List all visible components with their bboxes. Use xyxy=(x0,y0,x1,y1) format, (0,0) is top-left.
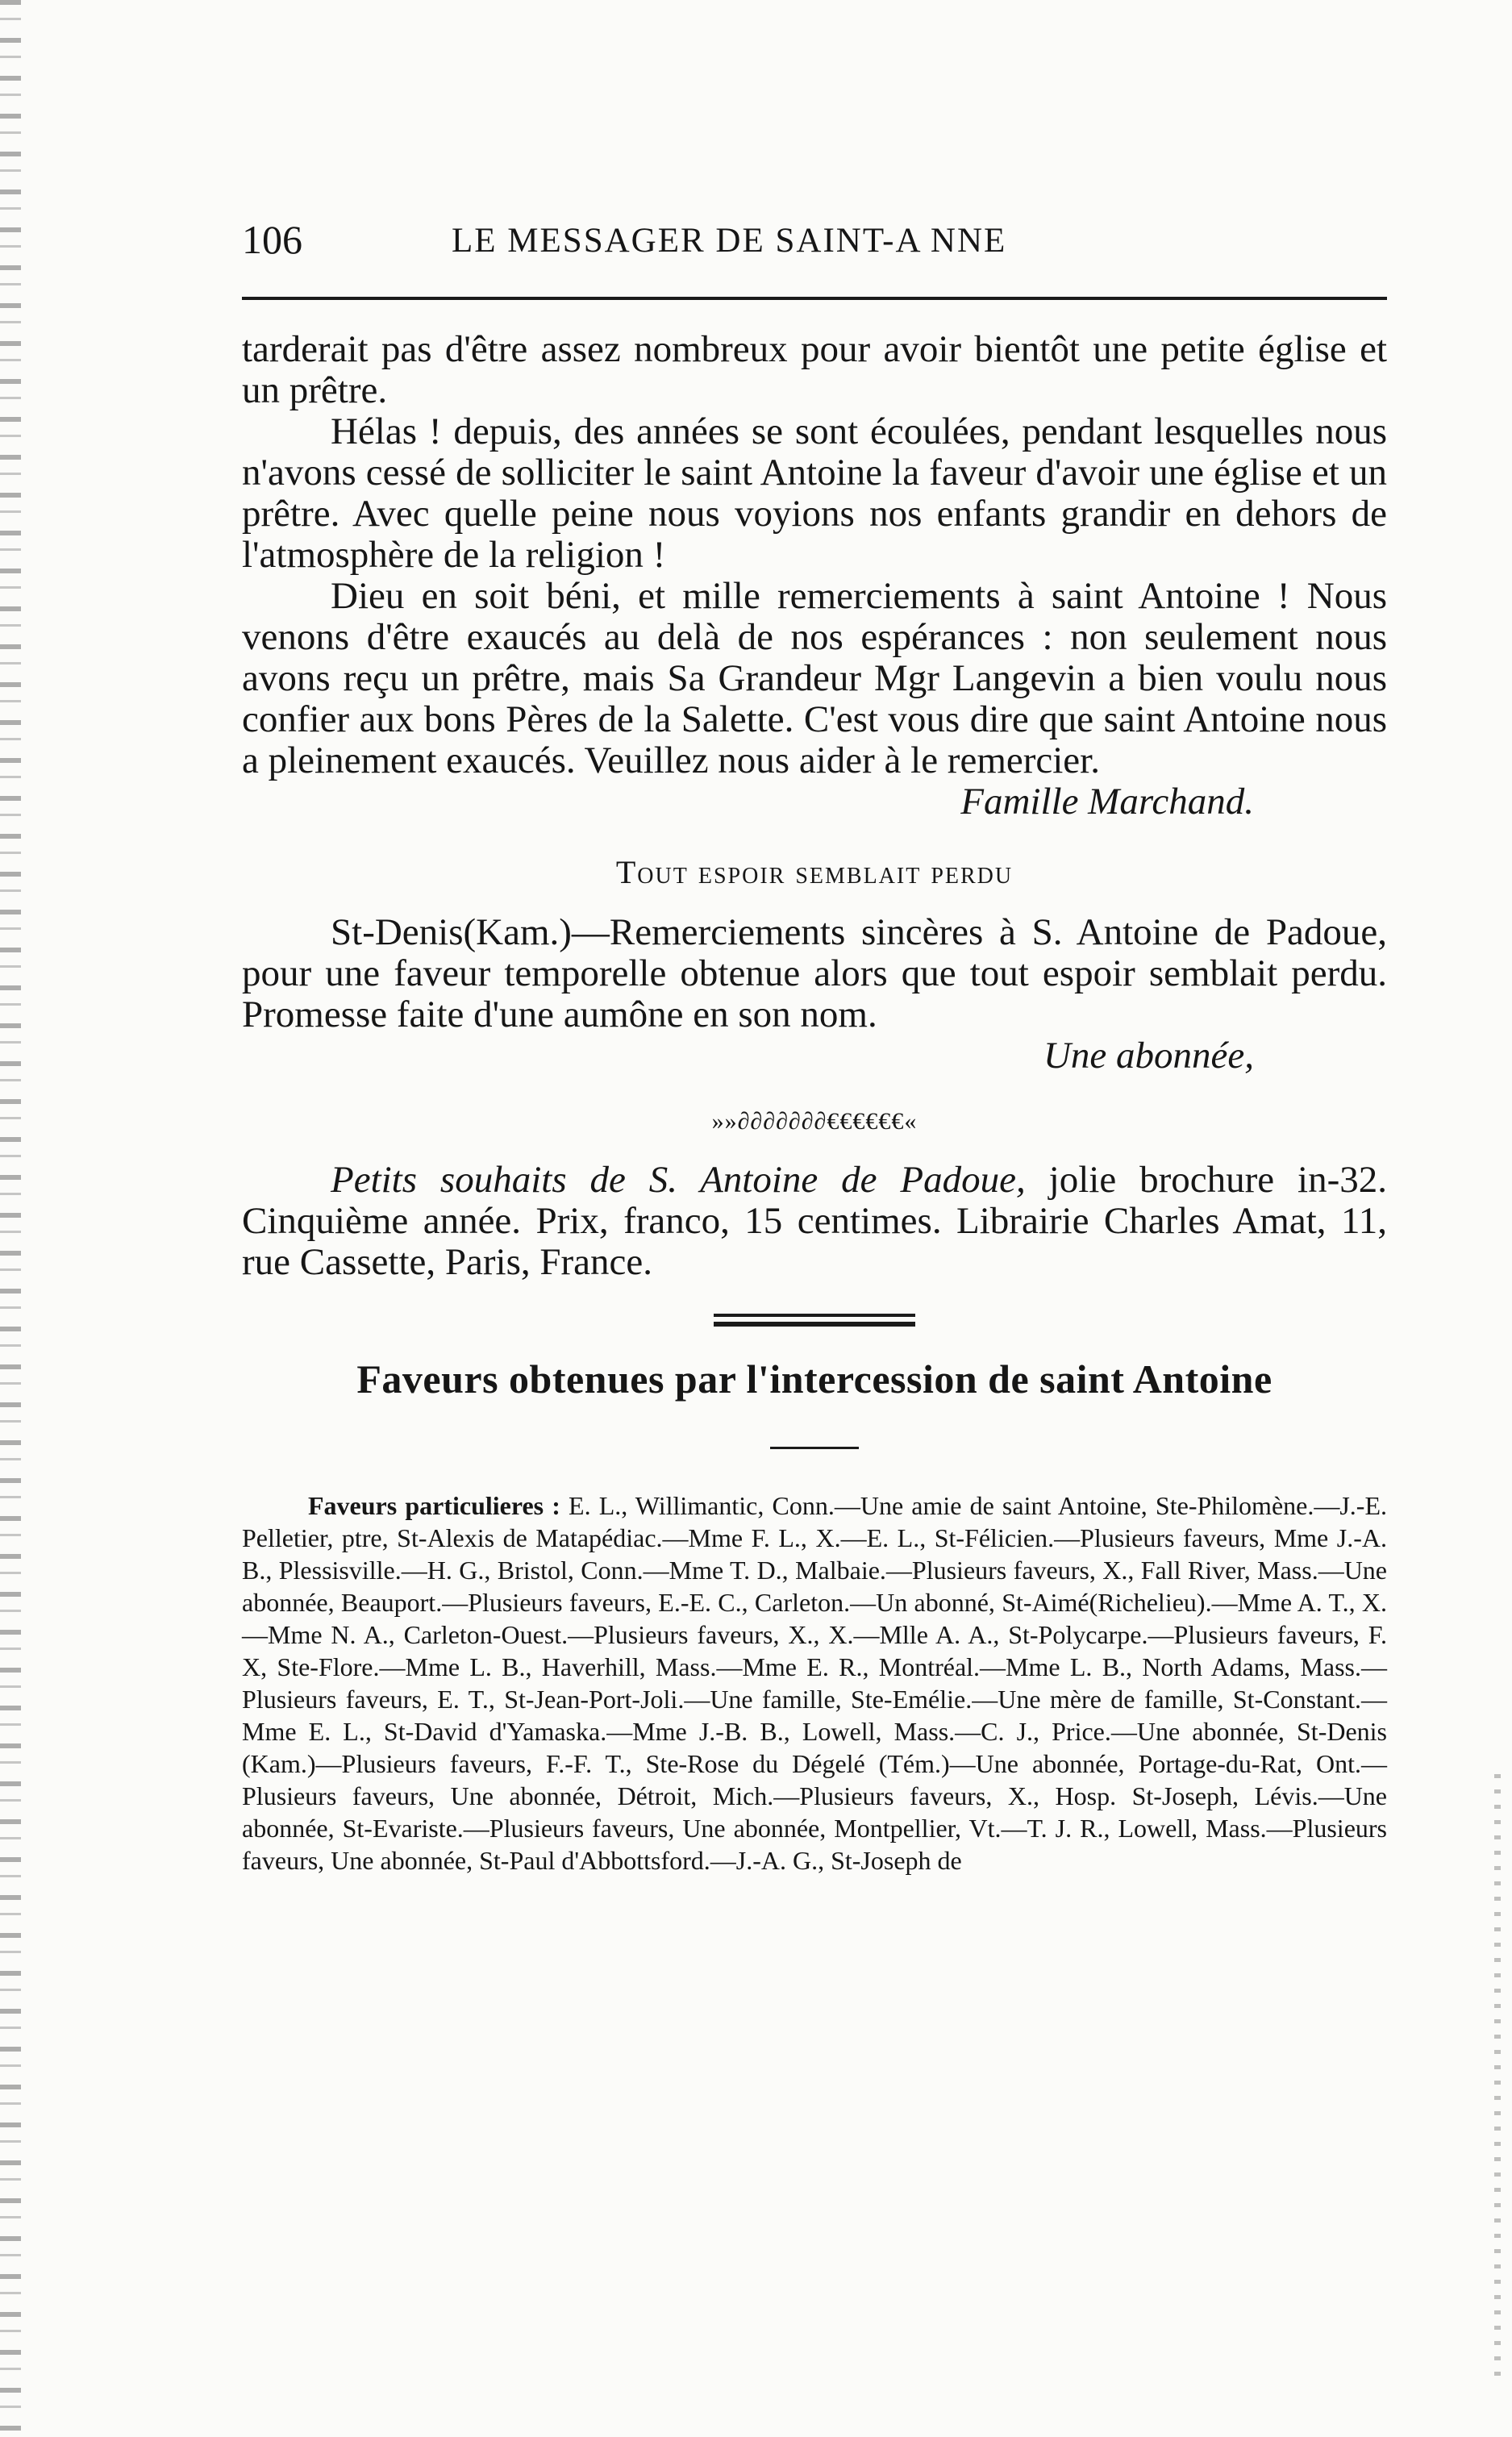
signature-marchand: Famille Marchand. xyxy=(960,781,1254,823)
header-rule xyxy=(242,297,1387,300)
favours-text: E. L., Willimantic, Conn.—Une amie de saint Antoine, Ste-Philomène.—J.-E. Pelletier, ptre, St-Alexis de Matapédiac.—Mme F. L., X.—E. L., St-Félicien.—Plusieurs faveurs, Mme J.-A. B., Plessisville.—H. G., Bristol, Conn.—Mme T. D., Malbaie.—Plusieurs faveurs, X., Fall River, Mass.—Une abonnée, Beauport.—Plusieurs faveurs, E.-E. C., Carleton.—Un abonné, St-Aimé(Richelieu).—Mme A. T., X.—Mme N. A., Carleton-Ouest.—Plusieurs faveurs, X., X.—Mlle A. A., St-Polycarpe.—Plusieurs faveurs, F. X, Ste-Flore.—Mme L. B., Haverhill, Mass.—Mme E. R., Montréal.—Mme L. B., North Adams, Mass.—Plusieurs faveurs, E. T., St-Jean-Port-Joli.—Une famille, Ste-Emélie.—Une mère de famille, St-Constant.—Mme E. L., St-David d'Yamaska.—Mme J.-B. B., Lowell, Mass.—C. J., Price.—Une abonnée, St-Denis (Kam.)—Plusieurs faveurs, F.-F. T., Ste-Rose du Dégelé (Tém.)—Une abonnée, Portage-du-Rat, Ont.—Plusieurs faveurs, Une abonnée, Détroit, Mich.—Plusieurs faveurs, X., Hosp. St-Joseph, Lévis.—Une abonnée, St-Evariste.—Plusieurs faveurs, Une abonnée, Montpellier, Vt.—T. J. R., Lowell, Mass.—Plusieurs faveurs, Une abonnée, St-Paul d'Abbottsford.—J.-A. G., St-Joseph de xyxy=(242,1491,1388,1875)
double-rule-divider xyxy=(714,1314,915,1327)
paragraph-4: St-Denis(Kam.)—Remerciements sincères à S. Antoine de Padoue, pour une faveur temporelle obtenue alors que tout espoir semblait perdu. Promesse faite d'une aumône en son nom. xyxy=(242,911,1387,1035)
favours-list xyxy=(242,1489,1387,1877)
running-title: LE MESSAGER DE SAINT-A NNE xyxy=(452,222,1007,260)
page-header xyxy=(242,216,1387,265)
page xyxy=(242,0,1387,2437)
favours-title: Faveurs obtenues par l'intercession de saint Antoine xyxy=(356,1356,1272,1402)
scan-gutter-left xyxy=(0,0,21,2437)
ornament-divider: »»∂∂∂∂∂∂∂€€€€€€« xyxy=(711,1108,918,1135)
paragraph-2: Hélas ! depuis, des années se sont écoulées, pendant lesquelles nous n'avons cessé de solliciter le saint Antoine la faveur d'avoir une église et un prêtre. Avec quelle peine nous voyions nos enfants grandir en dehors de l'atmosphère de la religion ! xyxy=(242,410,1387,576)
short-rule-divider xyxy=(770,1447,859,1449)
paragraph-5 xyxy=(242,1160,1387,1283)
scan-gutter-right xyxy=(1494,1774,1501,2387)
brochure-title: Petits souhaits de S. Antoine de Padoue, xyxy=(331,1159,1026,1201)
signature-abonnee: Une abonnée, xyxy=(1043,1035,1254,1077)
favours-lead: Faveurs particulieres : xyxy=(308,1491,560,1520)
article-body xyxy=(242,329,1387,1877)
subheading: Tout espoir semblait perdu xyxy=(615,854,1014,890)
paragraph-3: Dieu en soit béni, et mille remerciements à saint Antoine ! Nous venons d'être exaucés au delà de nos espérances : non seulement nous avons reçu un prêtre, mais Sa Grandeur Mgr Langevin a bien voulu nous confier aux bons Pères de la Salette. C'est vous dire que saint Antoine nous a pleinement exaucés. Veuillez nous aider à le remercier. xyxy=(242,575,1387,781)
brochure-text: jolie brochure in-32. Cinquième année. Prix, franco, 15 centimes. Librairie Charles Amat, 11, rue Cassette, Paris, France. xyxy=(242,1159,1387,1283)
paragraph-1: tarderait pas d'être assez nombreux pour avoir bientôt une petite église et un prêtre. xyxy=(242,328,1387,411)
page-number: 106 xyxy=(242,217,302,262)
